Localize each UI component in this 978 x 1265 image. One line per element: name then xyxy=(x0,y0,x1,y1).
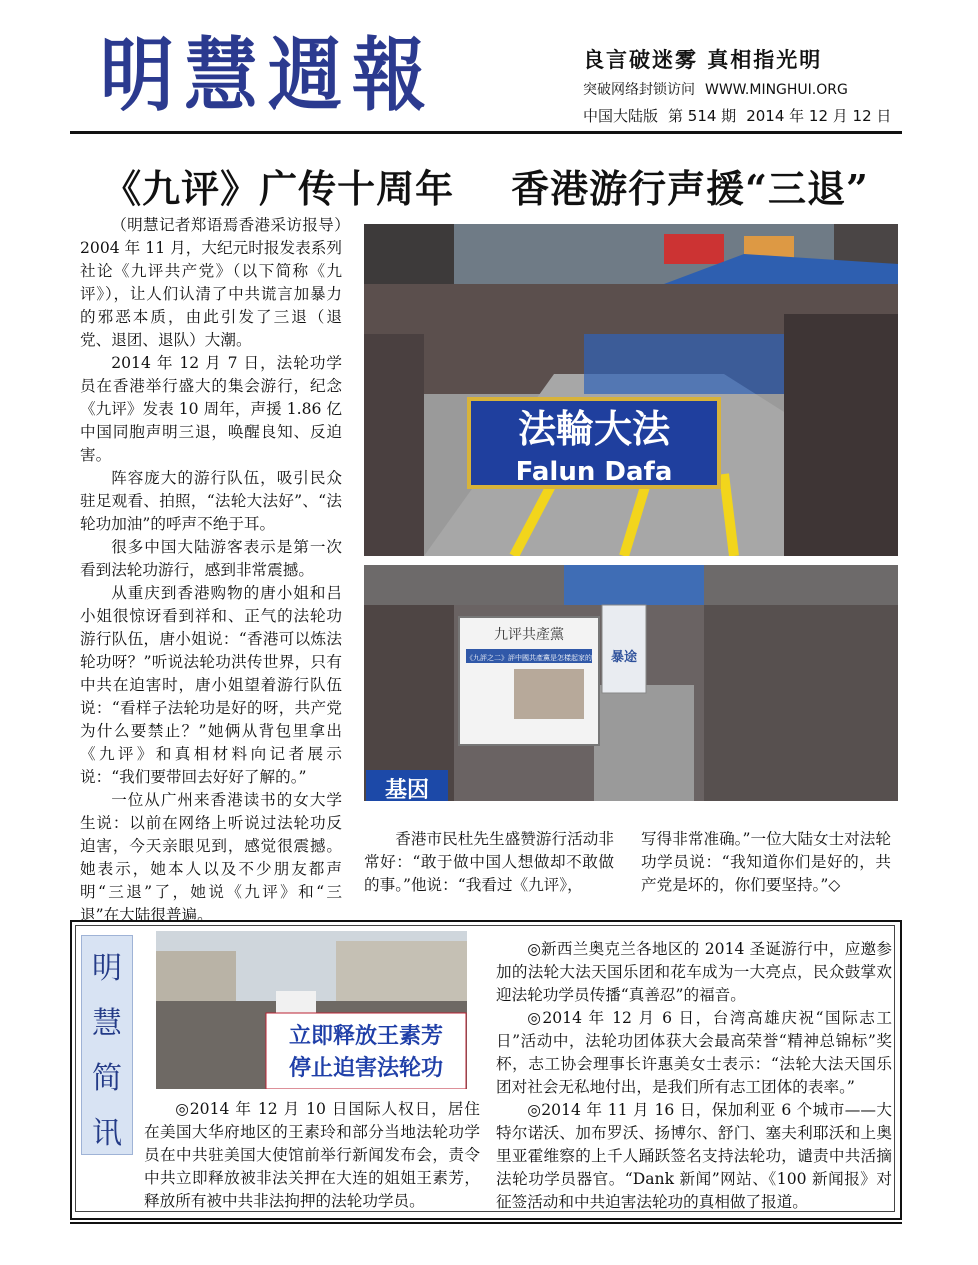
issue-number: 第 514 期 xyxy=(668,107,737,125)
embassy-protest-photo xyxy=(156,931,467,1089)
falun-dafa-banner xyxy=(469,399,719,487)
brief-label-char: 讯 xyxy=(92,1116,122,1151)
article-paragraph: （明慧记者郑语焉香港采访报导）2004 年 11 月，大纪元时报发表系列社论《九评共产党》（以下简称《九评》），让人们认清了中共谎言加暴力的邪恶本质，由此引发了三退（退党、退团、退队）大潮。 xyxy=(80,216,342,349)
article-paragraph: 2014 年 12 月 7 日，法轮功学员在香港举行盛大的集会游行，纪念《九评》发表 10 周年，声援 1.86 亿中国同胞声明三退，唤醒良知、反迫害。 xyxy=(80,354,342,464)
masthead-rule xyxy=(70,131,902,134)
brief-paragraph: ◎2014 年 12 月 6 日，台湾高雄庆祝“国际志工日”活动中，法轮功团体获大会最高荣誉“精神总锦标”奖杯，志工协会理事长许惠美女士表示：“法轮大法天国乐团对社会无私地付出，是我们所有志工团体的表率。” xyxy=(496,1009,892,1096)
website-url: WWW.MINGHUI.ORG xyxy=(705,82,848,98)
article-paragraph: 从重庆到香港购物的唐小姐和吕小姐很惊讶看到祥和、正气的法轮功游行队伍，唐小姐说：“香港可以炼法轮功呀？”听说法轮功洪传世界，只有中共在迫害时，唐小姐望着游行队伍说：“看样子法轮功是好的呀，共产党为什么要禁止？”她俩从背包里拿出《九评》和真相材料向记者展示说：“我们要带回去好好了解的。” xyxy=(80,584,342,786)
side-display-board xyxy=(602,605,646,693)
protest-banner xyxy=(266,1013,466,1089)
parade-banner-photo xyxy=(364,224,898,556)
article-paragraph: 一位从广州来香港读书的女大学生说：以前在网络上听说过法轮功反迫害，今天亲眼见到，感觉很震撼。她表示，她本人以及不少朋友都声明“三退”了，她说《九评》和“三退”在大陆很普遍。 xyxy=(80,791,342,924)
board-title: 九评共產黨 xyxy=(494,627,564,643)
protest-banner-line1: 立即释放王素芳 xyxy=(288,1024,444,1049)
article-continued-left xyxy=(364,828,614,897)
brief-items-right xyxy=(496,938,892,1214)
brief-paragraph: ◎2014 年 12 月 10 日国际人权日，居住在美国大华府地区的王素玲和部分当地法轮功学员在中共驻美国大使馆前举行新闻发布会，责令中共立即释放被非法关押在大连的姐姐王素芳，释放所有被中共非法拘押的法轮功学员。 xyxy=(144,1100,480,1210)
brief-paragraph: ◎新西兰奥克兰各地区的 2014 圣诞游行中，应邀参加的法轮大法天国乐团和花车成为一大亮点，民众鼓掌欢迎法轮功学员传播“真善忍”的福音。 xyxy=(496,940,892,1004)
banner-english: Falun Dafa xyxy=(515,457,673,487)
side-sign-text: 暴途 xyxy=(610,650,638,665)
article-continued-right xyxy=(641,828,891,897)
board-subtitle: 《九評之二》評中國共產黨是怎樣起家的 xyxy=(466,654,592,662)
masthead-title: 明慧週報 xyxy=(100,29,436,123)
protest-banner-line2: 停止迫害法轮功 xyxy=(288,1056,444,1081)
brief-label-char: 明 xyxy=(92,951,122,986)
access-line xyxy=(583,79,848,99)
brief-label-char: 简 xyxy=(92,1061,122,1096)
display-boards-photo xyxy=(364,565,898,801)
article-paragraph: 阵容庞大的游行队伍，吸引民众驻足观看、拍照，“法轮大法好”、“法轮功加油”的呼声不绝于耳。 xyxy=(80,469,342,533)
access-text: 突破网络封锁访问 xyxy=(583,82,695,98)
article-headline: 《九评》广传十周年 香港游行声援“三退” xyxy=(103,166,869,211)
article-body xyxy=(80,214,342,927)
article-paragraph: 写得非常准确。”一位大陆女士对法轮功学员说：“我知道你们是好的，共产党是坏的，你们要坚持。”◇ xyxy=(641,830,891,894)
nine-commentaries-board xyxy=(459,617,599,745)
article-paragraph: 很多中国大陆游客表示是第一次看到法轮功游行，感到非常震撼。 xyxy=(80,538,342,579)
issue-line xyxy=(583,105,901,126)
brief-label-char: 慧 xyxy=(92,1006,122,1041)
issue-date: 2014 年 12 月 12 日 xyxy=(746,107,892,125)
corner-sign-text: 基因 xyxy=(384,778,430,801)
masthead-slogan: 良言破迷雾 真相指光明 xyxy=(583,48,823,72)
news-brief-label xyxy=(81,935,133,1155)
brief-item-human-rights-day xyxy=(144,1098,480,1213)
brief-paragraph: ◎2014 年 11 月 16 日，保加利亚 6 个城市——大特尔诺沃、加布罗沃、扬博尔、舒门、塞夫利耶沃和上奥里亚霍维察的上千人踊跃签名支持法轮功，谴责中共活摘法轮功学员器官。“Dank 新闻”网站、《100 新闻报》对征签活动和中共迫害法轮功的真相做了报道。 xyxy=(496,1101,892,1211)
footer-rule xyxy=(70,1222,902,1224)
article-paragraph: 香港市民杜先生盛赞游行活动非常好：“敢于做中国人想做却不敢做的事。”他说：“我看过《九评》， xyxy=(364,830,614,894)
edition: 中国大陆版 xyxy=(583,107,659,125)
banner-chinese: 法輪大法 xyxy=(517,407,671,451)
